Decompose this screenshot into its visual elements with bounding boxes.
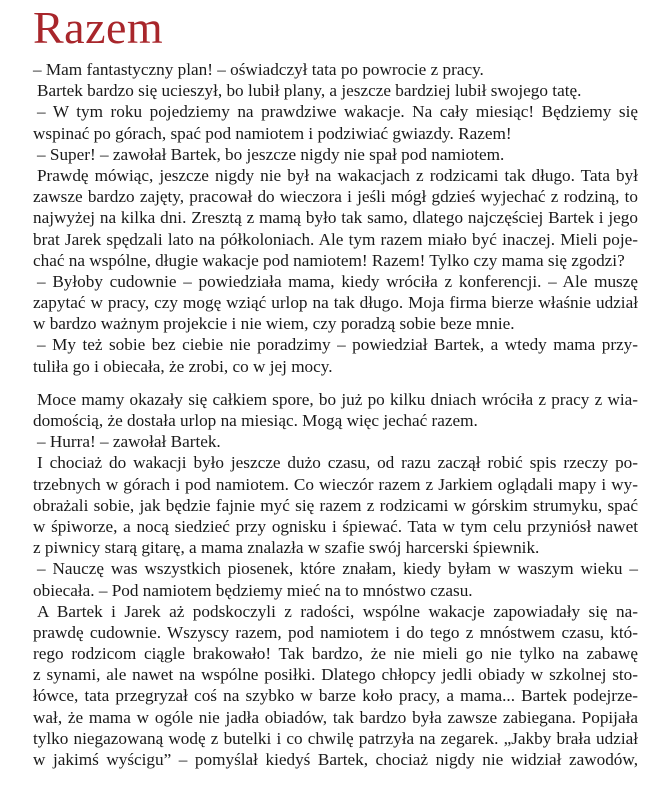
text-line: z synami, ale nawet na wspólne posiłki. Dlatego chłopcy jedli obiady w szkolnej sto-: [33, 665, 638, 685]
text-line: w śpiworze, a nocą siedzieć przy ognisku i śpiewać. Tata w tym celu przyniósł nawet: [33, 516, 638, 536]
text-line: zapytać w pracy, czy mogę wziąć urlop na tak długo. Moja firma bierze właśnie udział: [33, 293, 638, 313]
paragraph: [33, 431, 638, 452]
paragraph: [33, 80, 638, 101]
text-line: chać na wspólne, długie wakacje pod namiotem! Razem! Tylko czy mama się zgodzi?: [33, 250, 625, 270]
text-line: tuliła go i obiecała, że zrobi, co w jej mocy.: [33, 356, 333, 376]
paragraph-gap: [33, 377, 638, 389]
text-line: brat Jarek spędzali lato na półkoloniach. Ale tym razem miało być inaczej. Mieli poje-: [33, 229, 638, 249]
text-line: rego rodzicom ciągle brakowało! Tak bardzo, że nie mieli go nie tylko na zabawę: [33, 644, 638, 664]
paragraph: [33, 101, 638, 143]
text-line: A Bartek i Jarek aż podskoczyli z radości, wspólne wakacje zapowiadały się na-: [37, 601, 638, 621]
text-line: – Nauczę was wszystkich piosenek, które znałam, kiedy byłam w waszym wieku –: [37, 559, 638, 579]
story-title: Razem: [33, 2, 164, 53]
text-line: – Super! – zawołał Bartek, bo jeszcze nigdy nie spał pod namiotem.: [37, 144, 505, 164]
paragraph: [33, 271, 638, 335]
paragraph: [33, 558, 638, 600]
paragraph: [33, 389, 638, 431]
text-line: łówce, tata przegryzał coś na szybko w barze koło pracy, a mama... Bartek podejrze-: [33, 686, 638, 706]
text-line: zawsze bardzo zajęty, pracował do wieczora i jeśli mógł gdzieś wyjechać z rodziną, to: [33, 187, 638, 207]
text-line: prawdę cudownie. Wszyscy razem, pod namiotem i do tego z mnóstwem czasu, któ-: [33, 622, 638, 642]
text-line: – Mam fantastyczny plan! – oświadczył tata po powrocie z pracy.: [33, 60, 484, 79]
text-line: domością, że dostała urlop na miesiąc. Mogą więc jechać razem.: [33, 411, 478, 430]
paragraph: [33, 59, 638, 80]
text-line: tylko niegazowaną wodę z butelki i co chwilę patrzyła na zegarek. „Jakby brała udział: [33, 728, 638, 748]
text-line: wspinać po górach, spać pod namiotem i podziwiać gwiazdy. Razem!: [33, 123, 512, 143]
text-line: z piwnicy starą gitarę, a mama znalazła w szafie swój harcerski śpiewnik.: [33, 538, 540, 558]
text-line: I chociaż do wakacji było jeszcze dużo czasu, od razu zaczął robić spis rzeczy po-: [37, 453, 638, 473]
text-line: – Byłoby cudownie – powiedziała mama, kiedy wróciła z konferencji. – Ale muszę: [37, 271, 638, 291]
paragraph: [33, 165, 638, 271]
text-line: Bartek bardzo się ucieszył, bo lubił plany, a jeszcze bardziej lubił swojego tatę.: [37, 81, 582, 101]
text-line: obiecała. – Pod namiotem będziemy mieć na to mnóstwo czasu.: [33, 580, 473, 600]
text-line: – W tym roku pojedziemy na prawdziwe wakacje. Na cały miesiąc! Będziemy się: [37, 102, 638, 122]
text-line: Prawdę mówiąc, jeszcze nigdy nie był na wakacjach z rodzicami tak długo. Tata był: [37, 165, 638, 185]
paragraph: [33, 334, 638, 376]
text-line: – My też sobie bez ciebie nie poradzimy – powiedział Bartek, a wtedy mama przy-: [37, 335, 638, 355]
text-line: w bardzo ważnym projekcie i nie wiem, czy poradzą sobie beze mnie.: [33, 314, 515, 334]
story-body: [33, 59, 638, 770]
paragraph: [33, 144, 638, 165]
text-line: w jakimś wyścigu” – pomyślał kiedyś Bartek, chociaż nigdy nie widział zawodów,: [33, 750, 638, 769]
text-line: – Hurra! – zawołał Bartek.: [37, 432, 221, 452]
text-line: Moce mamy okazały się całkiem spore, bo już po kilku dniach wróciła z pracy z wia-: [37, 389, 638, 409]
paragraph: [33, 601, 638, 771]
paragraph: [33, 452, 638, 558]
text-line: najwyżej na kilka dni. Zresztą z mamą było tak samo, dlatego najczęściej Bartek i jego: [33, 208, 638, 228]
text-line: trzebnych w górach i pod namiotem. Co wieczór razem z Jarkiem oglądali mapy i wy-: [33, 474, 638, 494]
text-line: obrażali sobie, jak będzie fajnie myć się razem z rodzicami w górskim strumyku, spać: [33, 495, 638, 515]
text-line: wał, że mama w ogóle nie jadła obiadów, tak bardzo była zawsze zabiegana. Popijała: [33, 707, 638, 727]
